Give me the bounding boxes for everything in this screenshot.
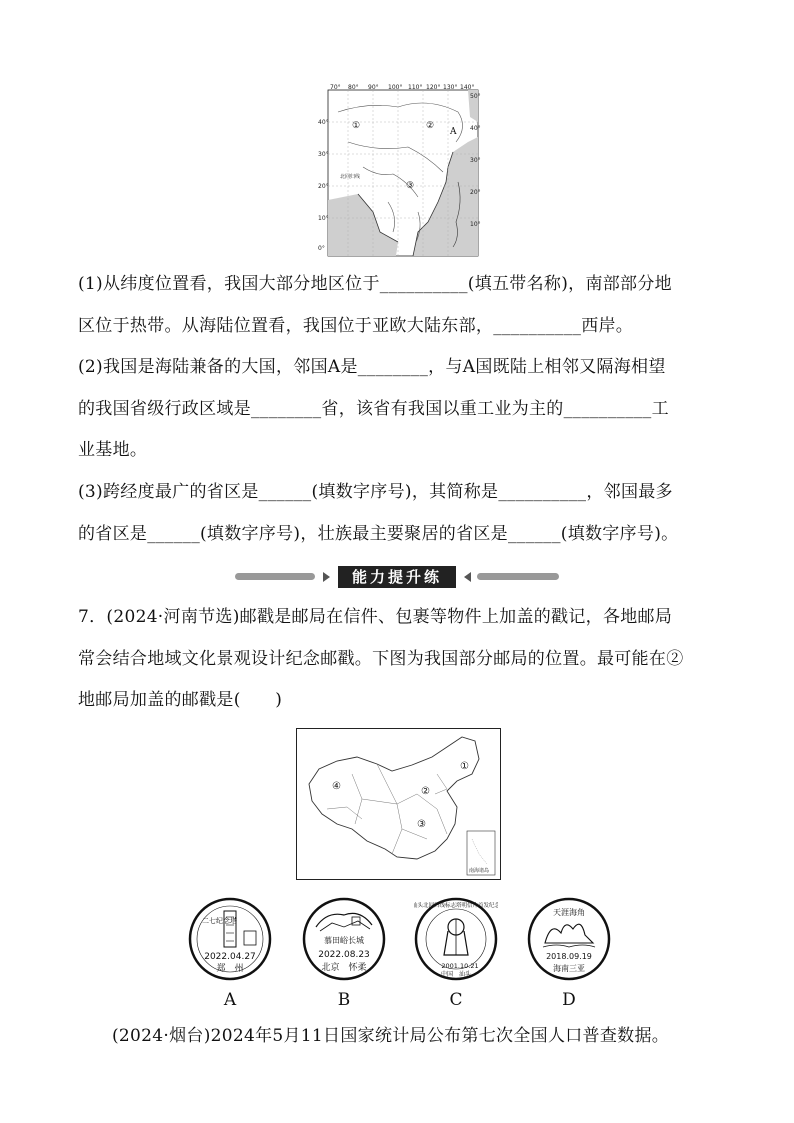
option-b-label: B <box>337 990 351 1010</box>
lat-label: 50° <box>470 93 481 100</box>
option-a-label: A <box>223 990 237 1010</box>
stamp-b <box>302 897 386 981</box>
east-asia-map <box>318 82 482 258</box>
banner-arrow-left-icon <box>464 572 471 582</box>
map-marker: ④ <box>332 781 341 792</box>
map-marker: ① <box>352 121 361 131</box>
banner-bar-right <box>477 573 559 580</box>
stamp-top-text: 慕田峪长城 <box>324 936 364 945</box>
stamp-top-text: 二七纪念塔 <box>202 917 237 925</box>
stamp-top-text: 汕头北回归线标志塔明信片首发纪念 <box>414 903 498 909</box>
q6-line7: 的省区是______(填数字序号)，壮族最主要聚居的省区是______(填数字序号)。 <box>78 524 679 544</box>
inset-label: 南海诸岛 <box>469 868 490 874</box>
lon-label: 120° <box>426 84 441 91</box>
q6-line1: (1)从纬度位置看，我国大部分地区位于__________(填五带名称)，南部部分地 <box>78 274 672 294</box>
q8-line1: (2024·烟台)2024年5月11日国家统计局公布第七次全国人口普查数据。 <box>112 1026 670 1046</box>
stamp-date: 2001.10.21 <box>441 962 479 970</box>
option-c-label: C <box>449 990 463 1010</box>
q7-line2: 常会结合地域文化景观设计纪念邮戳。下图为我国部分邮局的位置。最可能在② <box>78 649 684 669</box>
lon-label: 140° <box>460 84 475 91</box>
map-marker: ② <box>421 786 430 797</box>
section-title: 能力提升练 <box>338 566 456 588</box>
lon-label: 100° <box>388 84 403 91</box>
banner-arrow-right-icon <box>323 572 330 582</box>
china-map <box>296 728 501 880</box>
stamp-date: 2022.04.27 <box>204 952 256 962</box>
stamp-place: 海南三亚 <box>553 964 585 973</box>
stamp-a <box>188 897 272 981</box>
lat-label: 20° <box>318 183 329 190</box>
map-marker: ③ <box>406 181 415 191</box>
stamp-top-text: 天涯海角 <box>553 908 585 917</box>
lat-label: 10° <box>470 221 481 228</box>
stamp-date: 2022.08.23 <box>318 950 370 960</box>
lon-label: 70° <box>330 84 341 91</box>
option-d-label: D <box>562 990 576 1010</box>
banner-bar-left <box>235 573 315 580</box>
lat-label: 30° <box>318 151 329 158</box>
map-marker: ③ <box>417 819 426 830</box>
stamp-c <box>414 897 498 981</box>
q7-line1: 7．(2024·河南节选)邮戳是邮局在信件、包裹等物件上加盖的戳记，各地邮局 <box>78 607 673 627</box>
lon-label: 110° <box>408 84 423 91</box>
lat-label: 40° <box>318 119 329 126</box>
stamp-d <box>527 897 611 981</box>
q6-line4: 的我国省级行政区域是________省，该省有我国以重工业为主的__________工 <box>78 399 669 419</box>
lat-label: 40° <box>470 125 481 132</box>
q6-line6: (3)跨经度最广的省区是______(填数字序号)，其简称是__________，邻国最多 <box>78 482 673 502</box>
stamp-place: 北京 怀柔 <box>321 963 367 973</box>
lat-label: 30° <box>470 157 481 164</box>
q7-line3: 地邮局加盖的邮戳是( ) <box>78 690 283 710</box>
stamp-date: 2018.09.19 <box>546 952 592 961</box>
lat-label: 20° <box>470 189 481 196</box>
map-marker: A <box>450 127 457 137</box>
q6-line3: (2)我国是海陆兼备的大国，邻国A是________，与A国既陆上相邻又隔海相望 <box>78 357 666 377</box>
stamp-place: 中国 汕头 <box>440 971 472 978</box>
map-marker: ② <box>426 121 435 131</box>
stamp-place: 郑 州 <box>216 964 244 974</box>
q6-line5: 业基地。 <box>78 440 148 460</box>
lon-label: 90° <box>368 84 379 91</box>
lon-label: 130° <box>443 84 458 91</box>
lat-label: 0° <box>318 245 325 252</box>
section-banner <box>235 565 559 589</box>
lon-label: 80° <box>348 84 359 91</box>
q6-line2: 区位于热带。从海陆位置看，我国位于亚欧大陆东部，__________西岸。 <box>78 316 634 336</box>
lat-label: 10° <box>318 215 329 222</box>
tropic-label: 北回归线 <box>340 174 361 180</box>
map-marker: ① <box>460 761 469 772</box>
